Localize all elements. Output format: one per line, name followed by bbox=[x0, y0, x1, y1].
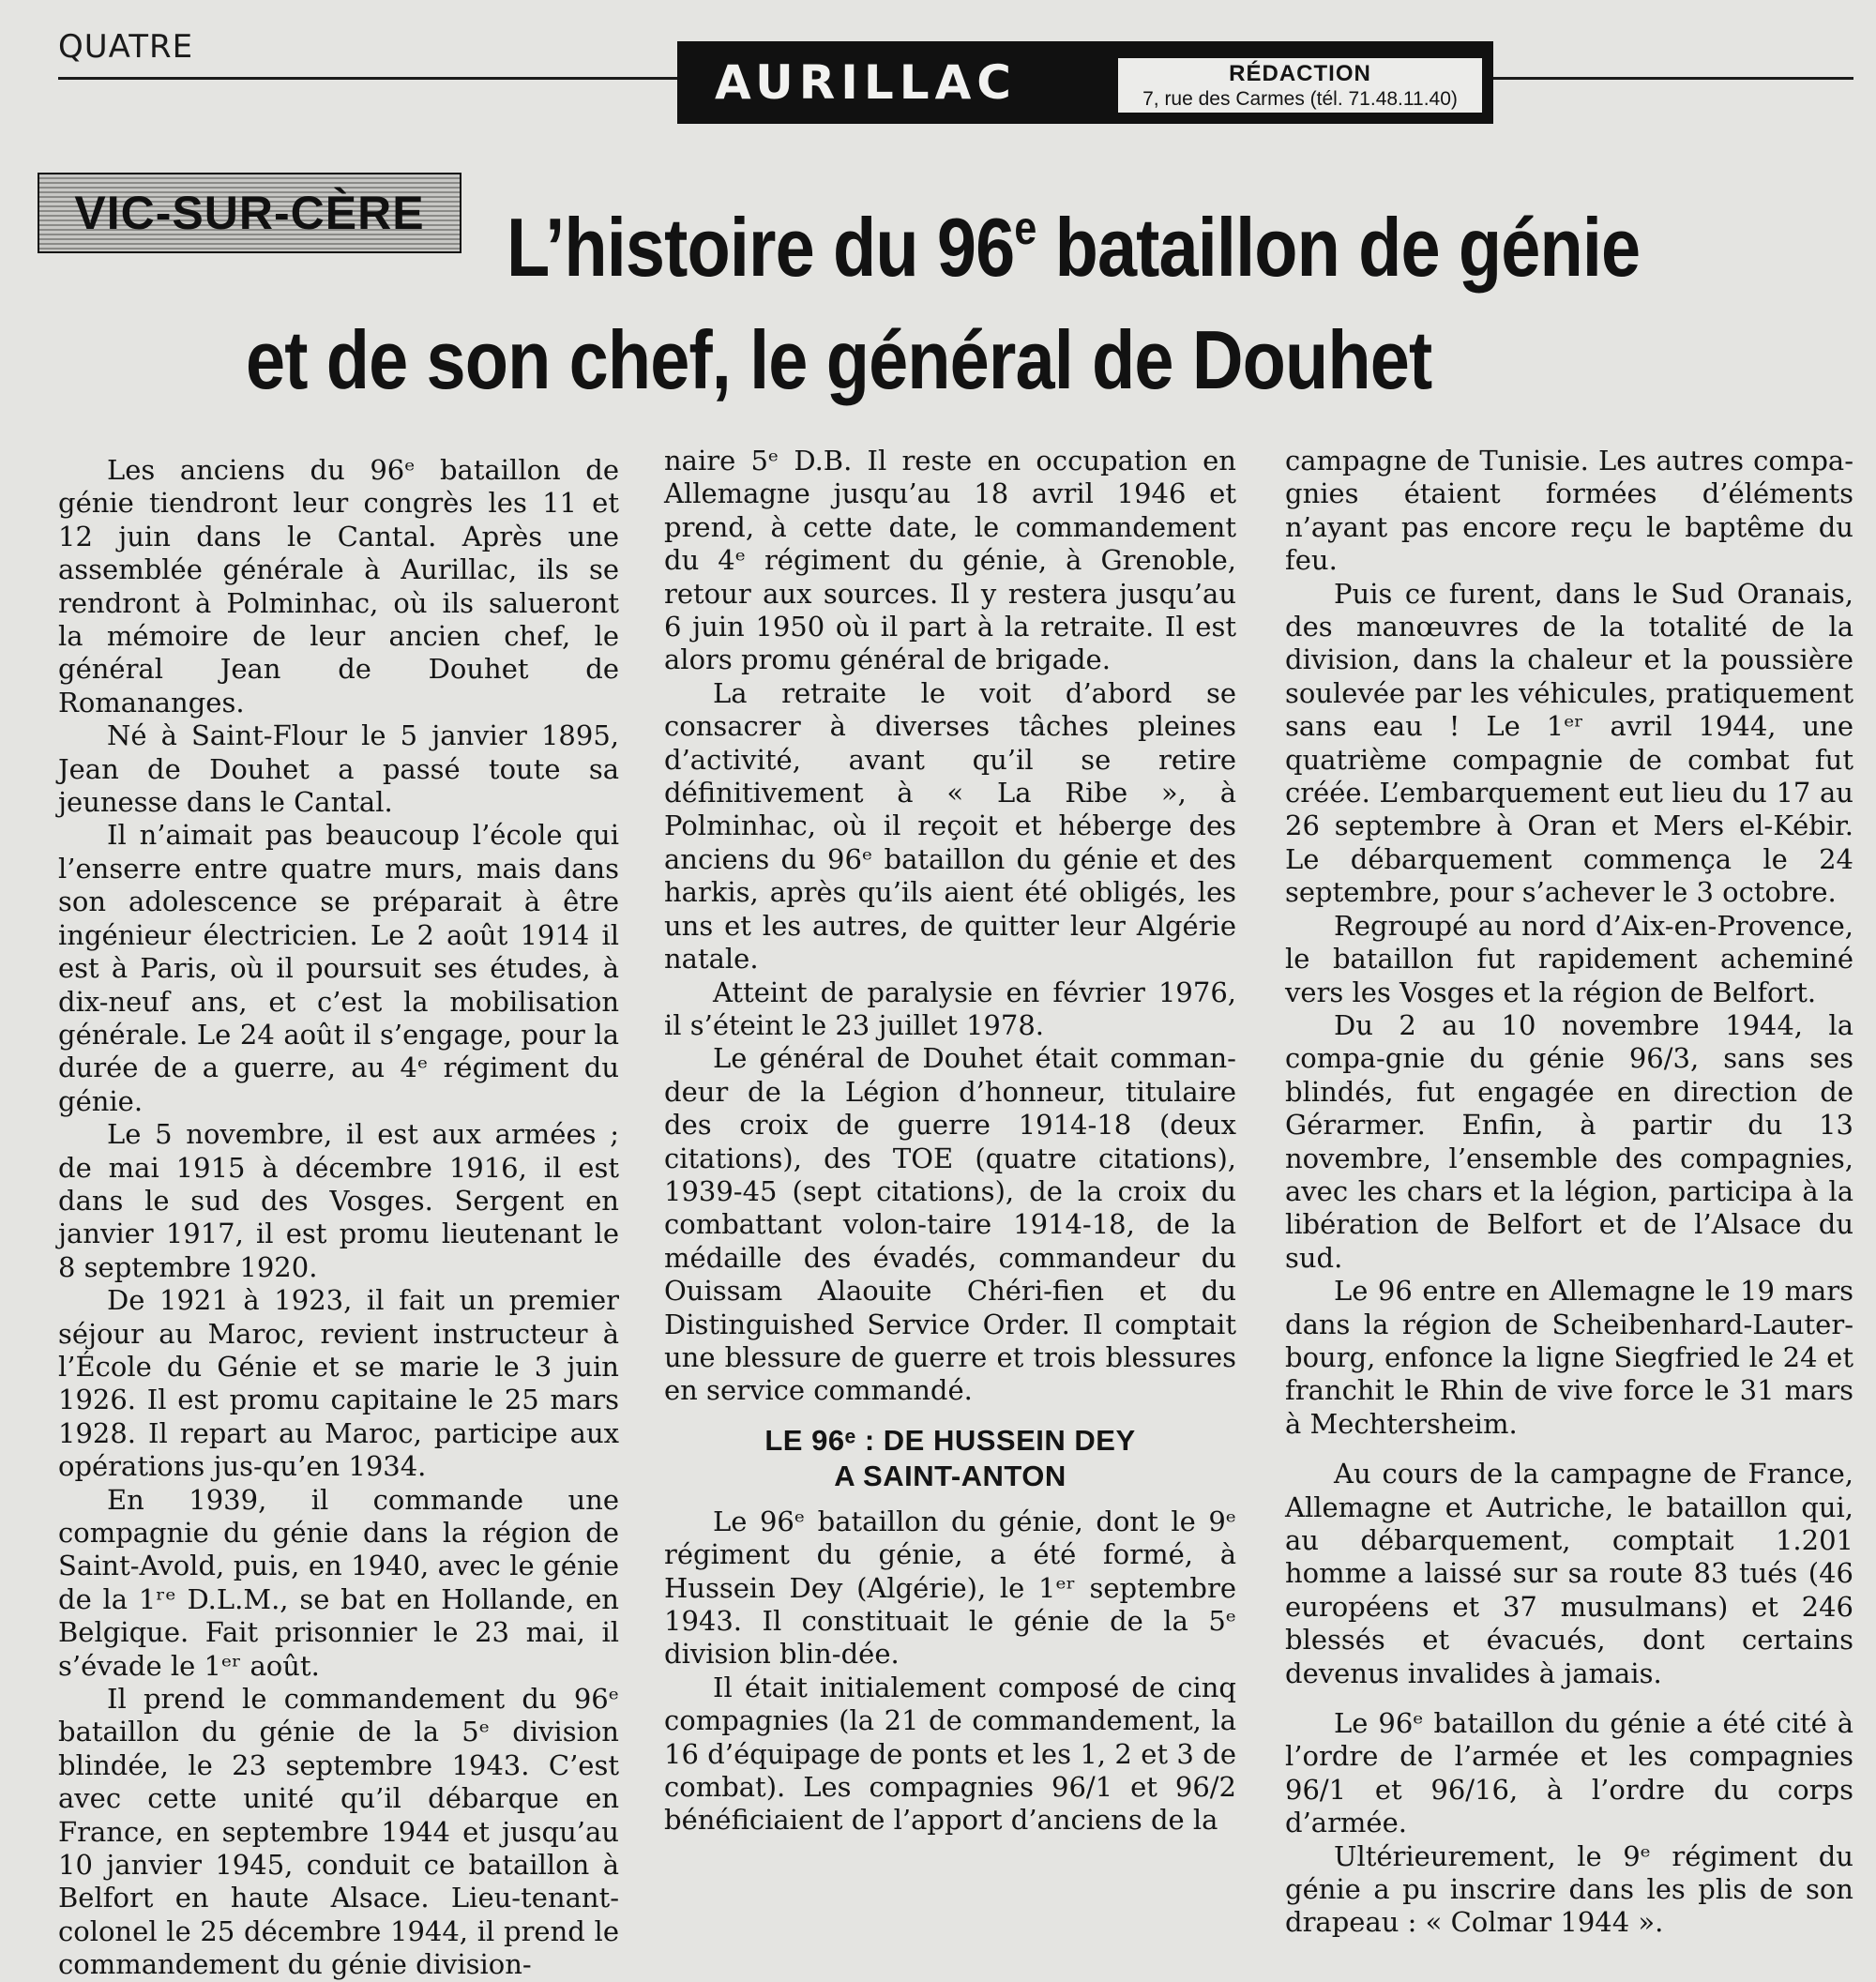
subheading-line-1: LE 96ᵉ : DE HUSSEIN DEY bbox=[764, 1423, 1136, 1457]
paragraph: La retraite le voit d’abord se consacrer à diverses tâches pleines d’activité, avant qu’il se retire définitivement à « La Ribe », à Polminhac, où il reçoit et héberge des anciens du 96ᵉ bataillon du génie et des harkis, après qu’ils aient été obligés, les uns et les autres, de quitter leur Algérie natale. bbox=[664, 676, 1236, 976]
headline-line-1 bbox=[507, 201, 1640, 295]
subheading bbox=[664, 1423, 1236, 1494]
article-column-3 bbox=[1285, 445, 1853, 1940]
paragraph: Il était initialement composé de cinq compagnies (la 21 de commandement, la 16 d’équipage de ponts et les 1, 2 et 3 de combat). Les compagnies 96/1 et 96/2 bénéficiaient de l’apport d’anciens de la bbox=[664, 1671, 1236, 1837]
redaction-box bbox=[1116, 56, 1484, 114]
paragraph: Puis ce furent, dans le Sud Oranais, des manœuvres de la totalité de la division, dans la chaleur et la poussière soulevée par les véhicules, pratiquement sans eau ! Le 1ᵉʳ avril 1944, une quatrième compagnie de combat fut créée. L’embarquement eut lieu du 17 au 26 septembre à Oran et Mers el-Kébir. Le débarquement commença le 24 septembre, pour s’achever le 3 octobre. bbox=[1285, 577, 1853, 909]
kicker-label: VIC-SUR-CÈRE bbox=[74, 187, 425, 239]
article-column-1 bbox=[58, 454, 619, 1982]
paragraph: En 1939, il commande une compagnie du génie dans la région de Saint-Avold, puis, en 1940, avec le génie de la 1ʳᵉ D.L.M., se bat en Hollande, en Belgique. Fait prisonnier le 23 mai, il s’évade le 1ᵉʳ août. bbox=[58, 1483, 619, 1682]
paragraph: Ultérieurement, le 9ᵉ régiment du génie a pu inscrire dans les plis de son drapeau : « Colmar 1944 ». bbox=[1285, 1839, 1853, 1939]
paragraph: Le 96ᵉ bataillon du génie a été cité à l’ordre de l’armée et les compagnies 96/1 et 96/16, à l’ordre du corps d’armée. bbox=[1285, 1707, 1853, 1839]
paragraph: Le 96 entre en Allemagne le 19 mars dans la région de Scheibenhard-Lauter-bourg, enfonce la ligne Siegfried le 24 et franchit le Rhin de vive force le 31 mars à Mechtersheim. bbox=[1285, 1275, 1853, 1440]
article-column-2 bbox=[664, 445, 1236, 1838]
headline-line-2: et de son chef, le général de Douhet bbox=[246, 313, 1432, 406]
page-label: QUATRE bbox=[58, 28, 194, 66]
headline-part: L’histoire du 96 bbox=[507, 201, 1015, 294]
redaction-title: RÉDACTION bbox=[1229, 61, 1371, 86]
paragraph: Le général de Douhet était comman-deur de la Légion d’honneur, titulaire des croix de guerre 1914-18 (deux citations), des TOE (quatre citations), 1939-45 (sept citations), de la croix du combattant volon-taire 1914-18, de la médaille des évadés, commandeur du Ouissam Alaouite Chéri-fien et du Distinguished Service Order. Il comptait une blessure de guerre et trois blessures en service commandé. bbox=[664, 1042, 1236, 1407]
section-title: AURILLAC bbox=[715, 55, 1017, 110]
paragraph: Du 2 au 10 novembre 1944, la compa-gnie du génie 96/3, sans ses blindés, fut engagée en direction de Gérarmer. Enfin, à partir du 13 novembre, l’ensemble des compagnies, avec les chars et la légion, participa à la libération de Belfort et de l’Alsace du sud. bbox=[1285, 1008, 1853, 1274]
paragraph: Regroupé au nord d’Aix-en-Provence, le bataillon fut rapidement acheminé vers les Vosges et la région de Belfort. bbox=[1285, 909, 1853, 1008]
headline-part: bataillon de génie bbox=[1036, 201, 1641, 294]
headline-superscript: e bbox=[1014, 202, 1036, 254]
paragraph: De 1921 à 1923, il fait un premier séjour au Maroc, revient instructeur à l’École du Génie et se marie le 3 juin 1926. Il est promu capitaine le 25 mars 1928. Il repart au Maroc, participe aux opérations jus-qu’en 1934. bbox=[58, 1284, 619, 1483]
paragraph: Le 96ᵉ bataillon du génie, dont le 9ᵉ régiment du génie, a été formé, à Hussein Dey (Algérie), le 1ᵉʳ septembre 1943. Il constituait le génie de la 5ᵉ division blin-dée. bbox=[664, 1505, 1236, 1671]
paragraph: Né à Saint-Flour le 5 janvier 1895, Jean de Douhet a passé toute sa jeunesse dans le Cantal. bbox=[58, 719, 619, 819]
paragraph: Il n’aimait pas beaucoup l’école qui l’enserre entre quatre murs, mais dans son adolescence se préparait à être ingénieur électricien. Le 2 août 1914 il est à Paris, où il poursuit ses études, à dix-neuf ans, et c’est la mobilisation générale. Le 24 août il s’engage, pour la durée de a guerre, au 4ᵉ régiment du génie. bbox=[58, 819, 619, 1117]
paragraph: Au cours de la campagne de France, Allemagne et Autriche, le bataillon qui, au débarquement, comptait 1.201 homme a laissé sur sa route 83 tués (46 européens et 37 musulmans) et 246 blessés et évacués, dont certains devenus invalides à jamais. bbox=[1285, 1458, 1853, 1689]
redaction-address: 7, rue des Carmes (tél. 71.48.11.40) bbox=[1142, 88, 1458, 110]
paragraph: Atteint de paralysie en février 1976, il s’éteint le 23 juillet 1978. bbox=[664, 976, 1236, 1041]
paragraph: Les anciens du 96ᵉ bataillon de génie tiendront leur congrès les 11 et 12 juin dans le Cantal. Après une assemblée générale à Aurillac, ils se rendront à Polminhac, où ils salueront la mémoire de leur ancien chef, le général Jean de Douhet de Romananges. bbox=[58, 454, 619, 719]
paragraph: Il prend le commandement du 96ᵉ bataillon du génie de la 5ᵉ division blindée, le 23 septembre 1943. C’est avec cette unité qu’il débarque en France, en septembre 1944 et jusqu’au 10 janvier 1945, conduit ce bataillon à Belfort en haute Alsace. Lieu-tenant-colonel le 25 décembre 1944, il prend le commandement du génie division- bbox=[58, 1683, 619, 1981]
paragraph: campagne de Tunisie. Les autres compa-gnies étaient formées d’éléments n’ayant pas encore reçu le baptême du feu. bbox=[1285, 445, 1853, 577]
subheading-line-2: A SAINT-ANTON bbox=[834, 1459, 1067, 1492]
paragraph: Le 5 novembre, il est aux armées ; de mai 1915 à décembre 1916, il est dans le sud des Vosges. Sergent en janvier 1917, il est promu lieutenant le 8 septembre 1920. bbox=[58, 1118, 619, 1283]
paragraph: naire 5ᵉ D.B. Il reste en occupation en Allemagne jusqu’au 18 avril 1946 et prend, à cette date, le commandement du 4ᵉ régiment du génie, à Grenoble, retour aux sources. Il y restera jusqu’au 6 juin 1950 où il part à la retraite. Il est alors promu général de brigade. bbox=[664, 445, 1236, 676]
